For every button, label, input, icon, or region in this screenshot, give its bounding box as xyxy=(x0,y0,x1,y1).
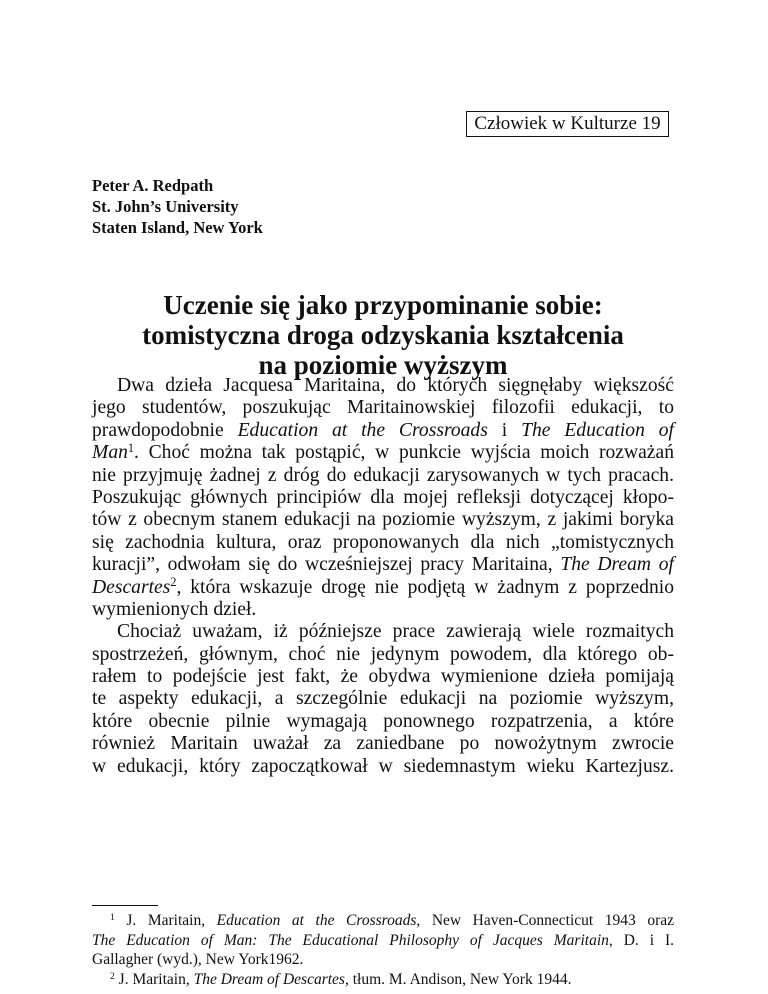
book-title: The Dream of Descartes xyxy=(193,970,345,988)
text-run: i xyxy=(487,419,522,441)
p1-line: się zachodnia kultura, oraz proponowanych dla nich „tomistycznych xyxy=(92,531,674,553)
book-title: Descartes xyxy=(92,576,171,598)
p1-line xyxy=(92,554,674,576)
p2-line: w edukacji, który zapoczątkował w siedemnastym wieku Kartezjusz. xyxy=(92,755,674,777)
footnote-line: Gallagher (wyd.), New York1962. xyxy=(92,951,304,968)
series-header xyxy=(466,111,669,137)
text-run: , która wskazuje drogę nie podjętą w żadnym z poprzednio xyxy=(176,576,674,598)
footnote-line xyxy=(92,911,674,931)
author-affiliation: St. John’s University xyxy=(92,197,239,216)
p2-line: również Maritain uważał za zaniedbane po nowożytnym zwrocie xyxy=(92,733,674,755)
footnote-separator xyxy=(92,905,158,906)
book-title: Education at the Crossroads xyxy=(237,419,488,441)
article-body xyxy=(92,375,674,778)
footnote-2 xyxy=(92,970,674,990)
book-title: The Dream of xyxy=(560,554,674,576)
book-title: The Education of Man: The Educational Philosophy of Jacques Maritain xyxy=(92,931,609,949)
article-title xyxy=(92,290,674,380)
title-line-2: tomistyczna droga odzyskania kształcenia xyxy=(142,320,624,350)
p2-line: Chociaż uważam, iż późniejsze prace zawierają wiele rozmaitych xyxy=(117,621,674,643)
footnote-number: 1 xyxy=(110,912,115,924)
p1-line: nie przyjmuję żadnej z dróg do edukacji zarysowanych w tych pracach. xyxy=(92,464,674,486)
footnote-number: 2 xyxy=(110,970,115,982)
p1-line xyxy=(92,442,674,464)
footnote-1 xyxy=(92,911,674,970)
text-run: kuracji”, odwołam się do wcześniejszej pracy Maritaina, xyxy=(92,554,561,576)
p1-line xyxy=(92,577,674,599)
footnotes xyxy=(92,911,674,989)
text-run: , New Haven-Connecticut 1943 oraz xyxy=(416,912,674,929)
author-location: Staten Island, New York xyxy=(92,218,263,237)
p1-line: Poszukując głównych principiów dla mojej refleksji dotyczącej kłopo- xyxy=(92,486,674,508)
p2-line: spostrzeżeń, głównym, choć nie jedynym powodem, dla którego ob- xyxy=(92,643,674,665)
paragraph-1 xyxy=(92,375,674,621)
text-run: prawdopodobnie xyxy=(92,419,238,441)
text-run: J. Maritain, xyxy=(114,970,194,988)
footnote-line xyxy=(92,931,674,951)
footnote-ref[interactable]: 1 xyxy=(127,441,134,456)
p2-line: te aspekty edukacji, a szczególnie edukacji na poziomie wyższym, xyxy=(92,688,674,710)
p1-line xyxy=(92,420,674,442)
p1-line: tów z obecnym stanem edukacji na poziomie wyższym, z jakimi boryka xyxy=(92,509,674,531)
footnote-ref[interactable]: 2 xyxy=(170,575,177,590)
text-run: , tłum. M. Andison, New York 1944. xyxy=(344,970,572,988)
p1-line: Dwa dzieła Jacquesa Maritaina, do których sięgnęłaby większość xyxy=(117,375,674,396)
book-title: Man xyxy=(92,442,128,464)
book-title: The Education of xyxy=(521,419,674,441)
title-line-3: na poziomie wyższym xyxy=(258,350,508,380)
paragraph-2 xyxy=(92,621,674,778)
p2-line: które obecnie pilnie wymagają ponownego rozpatrzenia, a które xyxy=(92,710,674,732)
author-block xyxy=(92,175,263,238)
text-run: . Choć można tak postąpić, w punkcie wyjścia moich rozważań xyxy=(134,442,674,464)
p1-line: jego studentów, poszukując Maritainowskiej filozofii edukacji, to xyxy=(92,397,674,419)
text-run: J. Maritain, xyxy=(114,912,217,929)
p2-line: rałem to podejście jest fakt, że obydwa wymienione dzieła pomijają xyxy=(92,666,674,688)
title-line-1: Uczenie się jako przypominanie sobie: xyxy=(163,290,603,320)
book-title: Education at the Crossroads xyxy=(216,912,417,929)
text-run: , D. i I. xyxy=(608,931,674,949)
series-label: Człowiek w Kulturze 19 xyxy=(474,113,661,134)
author-name: Peter A. Redpath xyxy=(92,176,214,195)
footnote-line xyxy=(92,970,674,990)
p1-line: wymienionych dzieł. xyxy=(92,598,257,620)
